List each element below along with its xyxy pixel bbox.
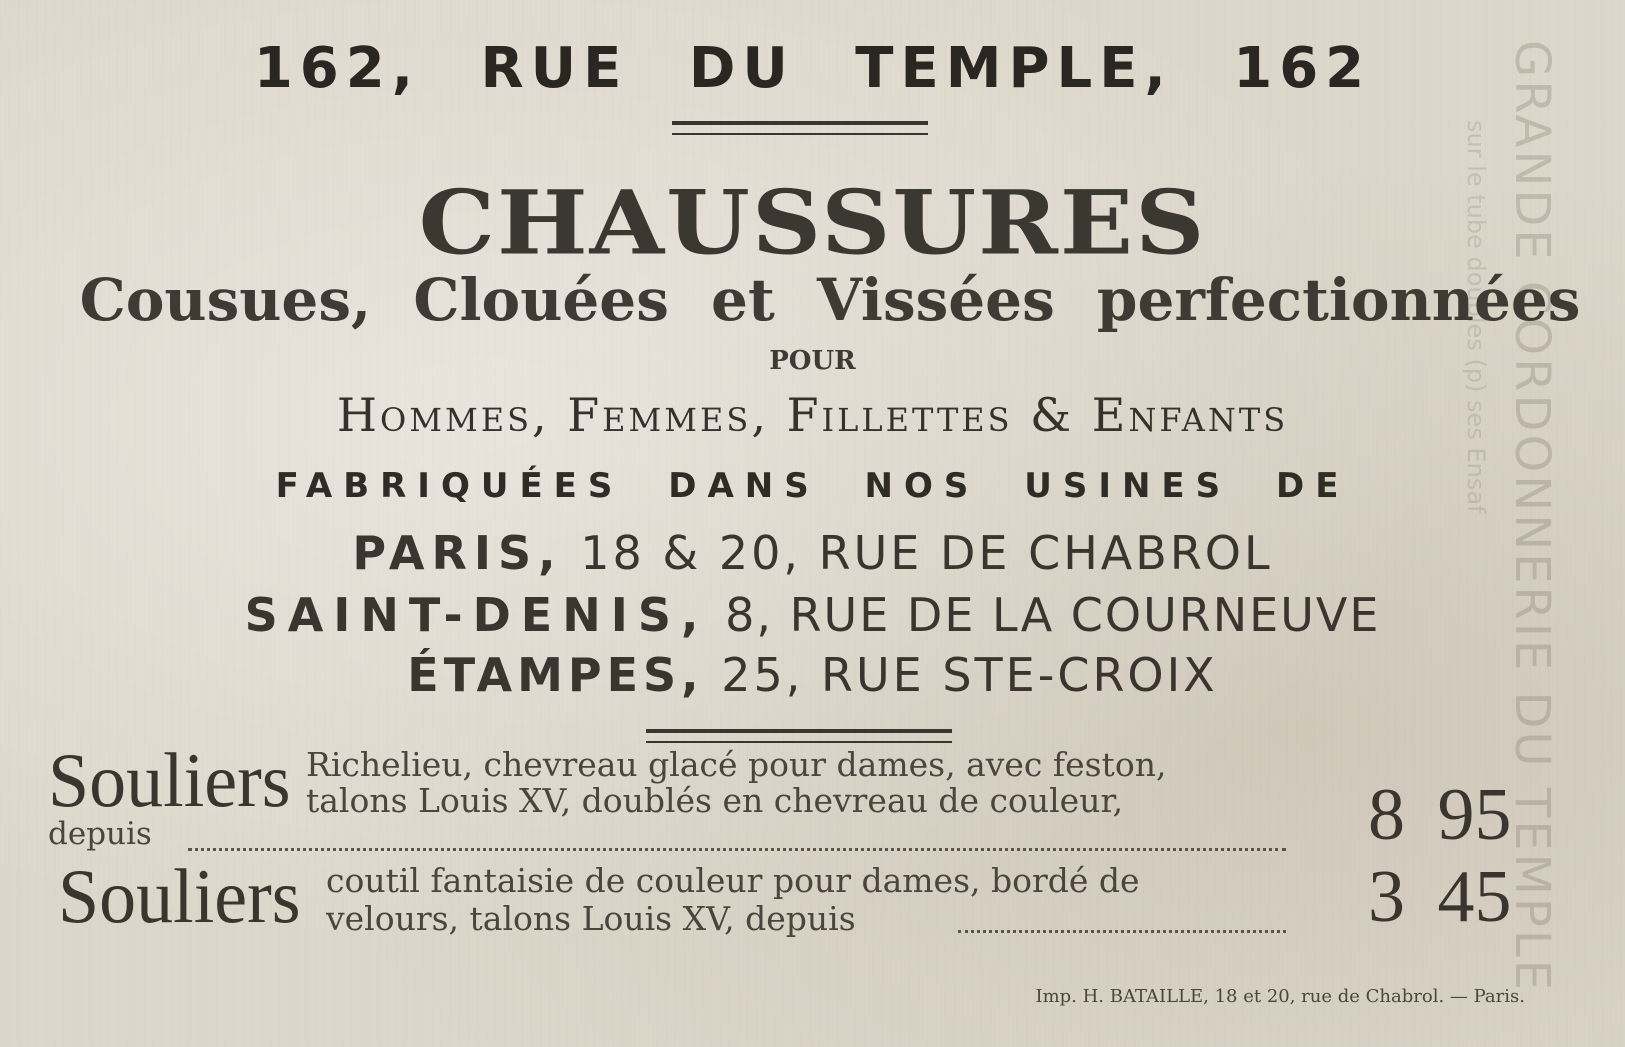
printer-credit: Imp. H. BATAILLE, 18 et 20, rue de Chabrol. — Paris.	[1035, 986, 1525, 1007]
factory-city: ÉTAMPES,	[407, 648, 704, 702]
product-row	[48, 737, 1588, 856]
product-price: 8 95	[1368, 774, 1512, 856]
factory-address: 18 & 20, RUE DE CHABROL	[580, 526, 1273, 580]
top-divider	[672, 121, 928, 125]
factories-heading: FABRIQUÉES DANS NOS USINES DE	[275, 466, 1350, 506]
vertical-stamp: GRANDE CORDONNERIE DU TEMPLE	[1504, 40, 1560, 993]
factory-city: PARIS,	[352, 526, 563, 580]
top-divider-thin	[672, 133, 928, 135]
header-address: 162, RUE DU TEMPLE, 162	[253, 36, 1372, 101]
factory-paris	[0, 526, 1625, 580]
subtitle: Cousues, Clouées et Vissées perfectionnées	[79, 266, 1581, 334]
leader-dots	[188, 848, 1286, 851]
vertical-stamp-small: sur le tube doubles (p) ses Ensaf	[1462, 120, 1490, 514]
page-title: CHAUSSURES	[418, 170, 1207, 275]
factory-saint-denis	[0, 588, 1625, 642]
audience-line: Hommes, Femmes, Fillettes & Enfants	[336, 388, 1289, 442]
factory-address: 25, RUE STE-CROIX	[721, 648, 1218, 702]
product-description-line: talons Louis XV, doublés en chevreau de couleur,	[306, 781, 1124, 820]
product-name: Souliers	[58, 853, 301, 940]
factory-city: SAINT-DENIS,	[244, 588, 709, 642]
product-name: Souliers	[48, 737, 291, 824]
leader-dots	[958, 930, 1286, 933]
product-description-line: velours, talons Louis XV, depuis	[326, 899, 856, 938]
product-description-line: coutil fantaisie de couleur pour dames, bordé de	[326, 861, 1140, 900]
middle-divider	[646, 729, 952, 733]
product-description-line: Richelieu, chevreau glacé pour dames, avec feston,	[306, 745, 1167, 784]
pour-label: POUR	[769, 346, 856, 376]
product-row	[48, 853, 1588, 948]
product-depuis: depuis	[48, 816, 152, 852]
factory-etampes	[0, 648, 1625, 702]
factory-address: 8, RUE DE LA COURNEUVE	[725, 588, 1381, 642]
product-price: 3 45	[1368, 856, 1512, 938]
